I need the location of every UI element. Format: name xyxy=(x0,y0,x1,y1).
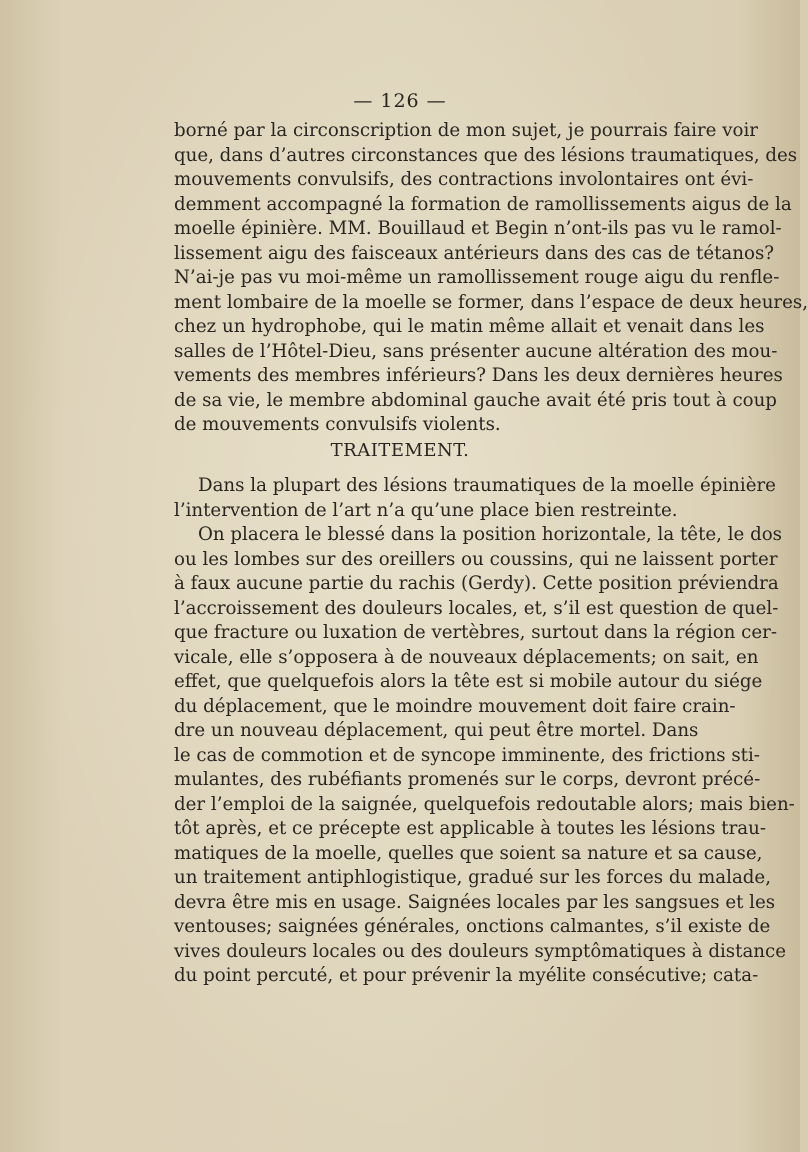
text-line: que fracture ou luxation de vertèbres, surtout dans la région cer- xyxy=(174,622,777,643)
text-line: mouvements convulsifs, des contractions involontaires ont évi- xyxy=(174,169,754,190)
text-line: tôt après, et ce précepte est applicable à toutes les lésions trau- xyxy=(174,818,766,839)
text-line: le cas de commotion et de syncope imminente, des frictions sti- xyxy=(174,744,760,766)
text-line: que, dans d’autres circonstances que des lésions traumatiques, des xyxy=(174,144,798,166)
text-line: de mouvements convulsifs violents. xyxy=(174,414,501,435)
text-line: der l’emploi de la saignée, quelquefois redoutable alors; mais bien- xyxy=(174,793,795,815)
text-line: N’ai-je pas vu moi-même un ramollissement rouge aigu du renfle- xyxy=(174,267,780,288)
text-line: du déplacement, que le moindre mouvement doit faire crain- xyxy=(174,695,736,717)
text-line: mulantes, des rubéfiants promenés sur le corps, devront précé- xyxy=(174,769,761,790)
text-line: chez un hydrophobe, qui le matin même allait et venait dans les xyxy=(174,316,765,337)
text-line: devra être mis en usage. Saignées locales par les sangsues et les xyxy=(174,891,776,913)
text-line: On placera le blessé dans la position horizontale, la tête, le dos xyxy=(198,524,782,545)
text-line: vements des membres inférieurs? Dans les deux dernières heures xyxy=(174,365,783,386)
text-line: vives douleurs locales ou des douleurs symptômatiques à distance xyxy=(174,940,786,962)
text-line: à faux aucune partie du rachis (Gerdy). Cette position préviendra xyxy=(174,573,779,594)
paragraph-3 xyxy=(174,523,795,989)
text-line: de sa vie, le membre abdominal gauche avait été pris tout à coup xyxy=(174,389,777,411)
text-line: matiques de la moelle, quelles que soient sa nature et sa cause, xyxy=(174,842,763,864)
text-line: vicale, elle s’opposera à de nouveaux déplacements; on sait, en xyxy=(174,646,759,668)
text-line: Dans la plupart des lésions traumatiques de la moelle épinière xyxy=(198,475,776,496)
page-number: — 126 — xyxy=(353,90,447,112)
paragraph-1 xyxy=(174,119,808,438)
text-line: ou les lombes sur des oreillers ou coussins, qui ne laissent porter xyxy=(174,548,778,570)
text-line: ventouses; saignées générales, onctions calmantes, s’il existe de xyxy=(174,916,771,937)
text-line: l’intervention de l’art n’a qu’une place bien restreinte. xyxy=(174,499,678,521)
text-line: dre un nouveau déplacement, qui peut être mortel. Dans xyxy=(174,720,699,741)
text-line: moelle épinière. MM. Bouillaud et Begin n’ont-ils pas vu le ramol- xyxy=(174,218,782,239)
text-line: du point percuté, et pour prévenir la myélite consécutive; cata- xyxy=(174,965,759,986)
text-line: ment lombaire de la moelle se former, dans l’espace de deux heures, xyxy=(174,291,808,313)
text-line: effet, que quelquefois alors la tête est si mobile autour du siége xyxy=(174,671,763,692)
paragraph-2 xyxy=(174,474,776,523)
text-line: borné par la circonscription de mon sujet, je pourrais faire voir xyxy=(174,120,758,141)
section-heading: TRAITEMENT. xyxy=(330,440,470,461)
text-line: salles de l’Hôtel-Dieu, sans présenter aucune altération des mou- xyxy=(174,340,778,362)
text-line: l’accroissement des douleurs locales, et, s’il est question de quel- xyxy=(174,597,779,619)
text-line: demment accompagné la formation de ramollissements aigus de la xyxy=(174,193,792,215)
text-line: lissement aigu des faisceaux antérieurs dans des cas de tétanos? xyxy=(174,242,775,264)
text-line: un traitement antiphlogistique, gradué sur les forces du malade, xyxy=(174,867,771,888)
